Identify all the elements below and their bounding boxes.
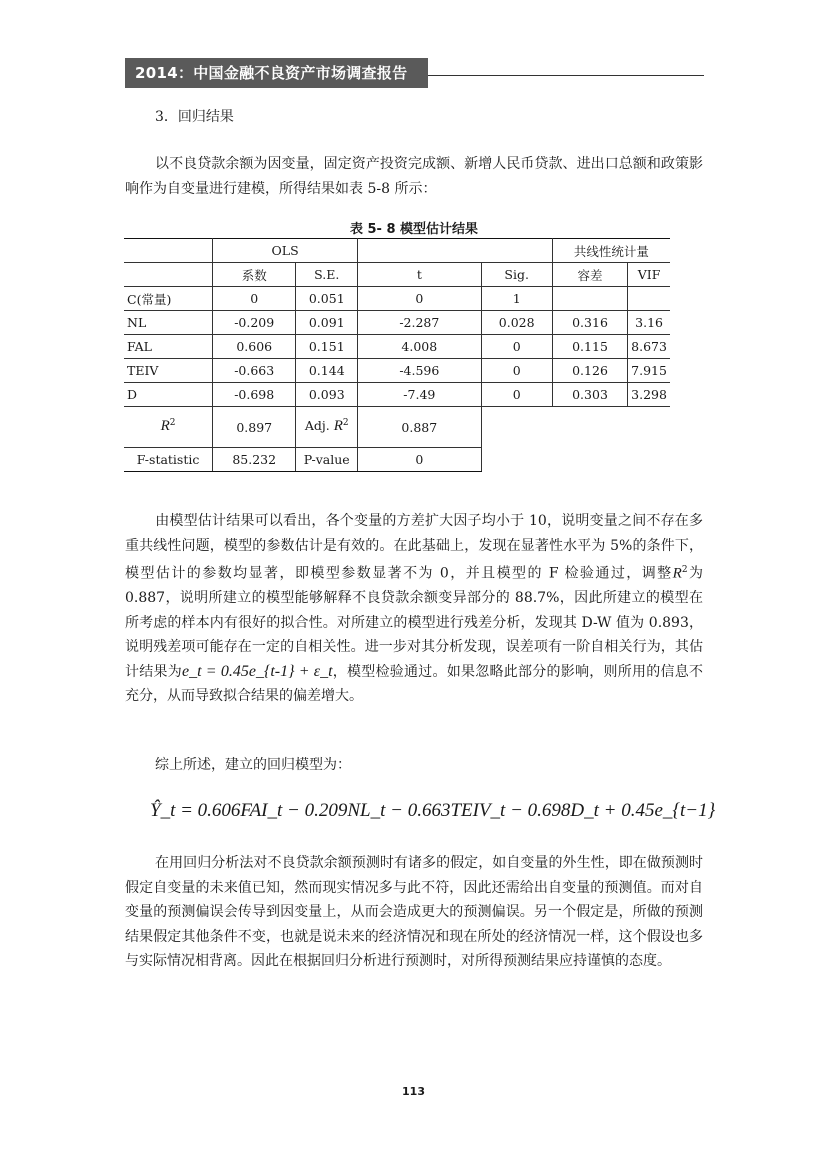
- table-row: [124, 359, 670, 383]
- adj-r2-value: 0.887: [358, 407, 481, 448]
- regression-formula: Ŷ_t = 0.606FAI_t − 0.209NL_t − 0.663TEIV_t − 0.698D_t + 0.45e_{t−1}: [150, 800, 716, 821]
- cell-tolerance: 0.126: [552, 359, 627, 383]
- col-header-tolerance: 容差: [552, 263, 627, 287]
- analysis-text-3: ，模型检验通过。如果忽略此部分的影响，则所用的信息不充分，从而导致拟合结果的偏差增大。: [125, 663, 704, 705]
- cell-se: 0.144: [296, 359, 358, 383]
- row-label: C(常量): [124, 287, 213, 311]
- adj-r2-exponent: 2: [342, 418, 349, 429]
- row-label: TEIV: [124, 359, 213, 383]
- cell-t: 0: [358, 287, 481, 311]
- table-row: [124, 311, 670, 335]
- adj-label: Adj.: [304, 418, 330, 434]
- residual-equation: e_t = 0.45e_{t-1} + ε_t: [182, 662, 333, 680]
- cell-t: 4.008: [358, 335, 481, 359]
- cell-vif: 7.915: [628, 359, 670, 383]
- table-row: [124, 383, 670, 407]
- analysis-paragraph: [125, 509, 703, 709]
- col-header-t: t: [358, 263, 481, 287]
- pvalue-label: P-value: [296, 448, 358, 472]
- analysis-r2-exponent: 2: [681, 565, 688, 575]
- f-statistic-row: [124, 448, 670, 472]
- cell-coef: 0.606: [213, 335, 296, 359]
- r2-value: 0.897: [213, 407, 296, 448]
- cell-sig: 0: [481, 383, 552, 407]
- r2-label-cell: [124, 407, 213, 448]
- r-squared-row: [124, 407, 670, 448]
- cell-tolerance: [552, 287, 627, 311]
- cell-se: 0.151: [296, 335, 358, 359]
- cell-coef: -0.663: [213, 359, 296, 383]
- r2-symbol: R: [160, 418, 170, 435]
- header-rule: [428, 75, 704, 76]
- cell-t: -4.596: [358, 359, 481, 383]
- cell-se: 0.051: [296, 287, 358, 311]
- cell-tolerance: 0.303: [552, 383, 627, 407]
- analysis-text-1: 由模型估计结果可以看出，各个变量的方差扩大因子均小于 10，说明变量之间不存在多重共线性问题，模型的参数估计是有效的。在此基础上，发现在显著性水平为 5%的条件下，模型估计的参数均显著，即模型参数显著不为 0，并且模型的 F 检验通过，调整: [125, 513, 703, 582]
- summary-text: 综上所述，建立的回归模型为：: [155, 757, 351, 773]
- row-label: NL: [124, 311, 213, 335]
- cell-sig: 0.028: [481, 311, 552, 335]
- table-row: [124, 335, 670, 359]
- analysis-r2-symbol: R: [672, 565, 682, 582]
- ols-group-header: OLS: [213, 239, 358, 263]
- closing-text: 在用回归分析法对不良贷款余额预测时有诸多的假定，如自变量的外生性，即在做预测时假定自变量的未来值已知，然而现实情况多与此不符，因此还需给出自变量的预测值。而对自变量的预测偏误会传导到因变量上，从而会造成更大的预测偏误。另一个假定是，所做的预测结果假定其他条件不变，也就是说未来的经济情况和现在所处的经济情况一样，这个假设也多与实际情况相背离。因此在根据回归分析进行预测时，对所得预测结果应持谨慎的态度。: [125, 855, 703, 969]
- cell-tolerance: 0.115: [552, 335, 627, 359]
- cell-vif: 8.673: [628, 335, 670, 359]
- analysis-text-2: 为 0.887，说明所建立的模型能够解释不良贷款余额变异部分的 88.7%，因此所建立的模型在所考虑的样本内有很好的拟合性。对所建立的模型进行残差分析，发现其 D-W 值为 0.893，说明残差项可能存在一定的自相关性。进一步对其分析发现，误差项有一阶自相关行为，其估计结果为: [125, 565, 703, 680]
- cell-t: -2.287: [358, 311, 481, 335]
- section-title: 3．回归结果: [155, 109, 234, 125]
- cell-vif: 3.16: [628, 311, 670, 335]
- fstat-label: F-statistic: [124, 448, 213, 472]
- closing-paragraph: [125, 851, 703, 974]
- col-header-vif: VIF: [628, 263, 670, 287]
- col-header-sig: Sig.: [481, 263, 552, 287]
- pvalue-value: 0: [358, 448, 481, 472]
- table-caption: 表 5- 8 模型估计结果: [349, 222, 479, 237]
- cell-t: -7.49: [358, 383, 481, 407]
- r2-exponent: 2: [169, 418, 176, 429]
- intro-text: 以不良贷款余额为因变量，固定资产投资完成额、新增人民币贷款、进出口总额和政策影响作为自变量进行建模，所得结果如表 5-8 所示：: [125, 156, 703, 197]
- cell-sig: 0: [481, 359, 552, 383]
- cell-vif: [628, 287, 670, 311]
- table-column-header-row: [124, 263, 670, 287]
- cell-sig: 0: [481, 335, 552, 359]
- adj-r2-symbol: R: [333, 418, 343, 435]
- cell-se: 0.093: [296, 383, 358, 407]
- model-estimation-table: [124, 238, 670, 472]
- table-group-header-row: [124, 239, 670, 263]
- adj-r2-label-cell: [296, 407, 358, 448]
- cell-coef: -0.698: [213, 383, 296, 407]
- cell-vif: 3.298: [628, 383, 670, 407]
- cell-sig: 1: [481, 287, 552, 311]
- fstat-value: 85.232: [213, 448, 296, 472]
- col-header-coef: 系数: [213, 263, 296, 287]
- row-label: D: [124, 383, 213, 407]
- cell-se: 0.091: [296, 311, 358, 335]
- page-number: 113: [402, 1085, 425, 1098]
- row-label: FAL: [124, 335, 213, 359]
- collinearity-group-header: 共线性统计量: [552, 239, 670, 263]
- table-row: [124, 287, 670, 311]
- cell-coef: 0: [213, 287, 296, 311]
- cell-tolerance: 0.316: [552, 311, 627, 335]
- intro-paragraph: [125, 152, 703, 201]
- col-header-se: S.E.: [296, 263, 358, 287]
- cell-coef: -0.209: [213, 311, 296, 335]
- report-header-title: 2014：中国金融不良资产市场调查报告: [125, 58, 428, 88]
- summary-paragraph: [125, 753, 703, 778]
